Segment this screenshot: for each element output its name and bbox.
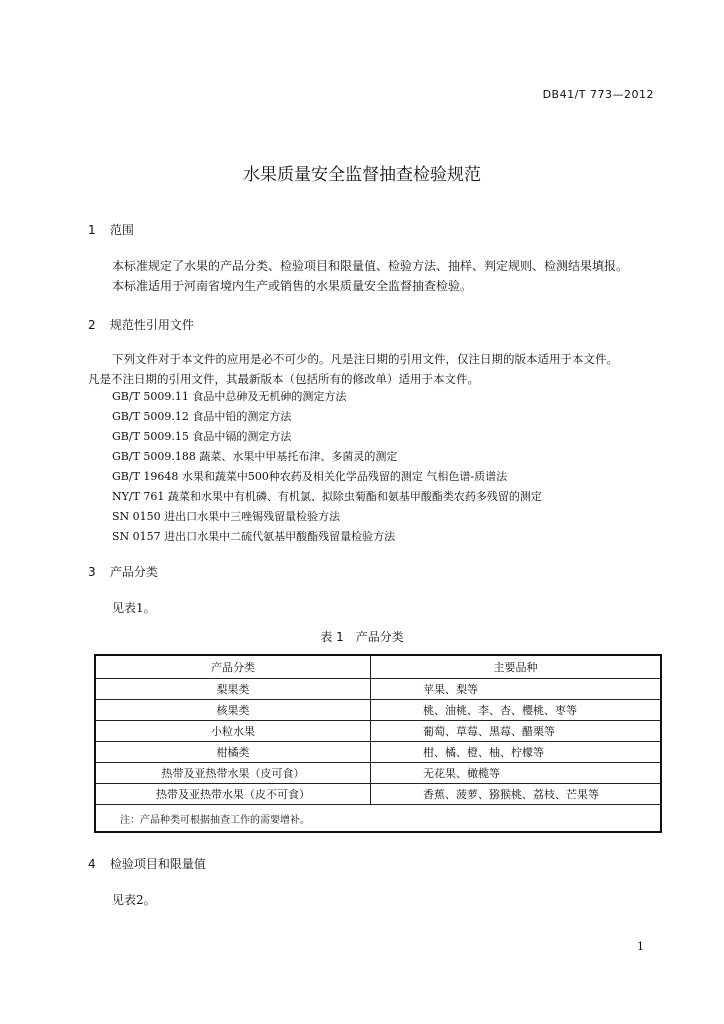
section-1-heading [88, 221, 134, 238]
section-number: 2 [88, 318, 96, 332]
reference-item: GB/T 5009.12 食品中铅的测定方法 [112, 410, 292, 423]
table-note: 注：产品种类可根据抽查工作的需要增补。 [95, 805, 661, 833]
section-2-heading [88, 316, 194, 333]
section-title: 产品分类 [109, 565, 158, 579]
table-row [95, 784, 661, 805]
section-3-see-table: 见表1。 [112, 601, 156, 615]
table-row [95, 700, 661, 721]
reference-item: GB/T 19648 水果和蔬菜中500种农药及相关化学品残留的测定 气相色谱-质谱法 [112, 470, 508, 483]
document-code: DB41/T 773—2012 [542, 88, 654, 101]
section-title: 检验项目和限量值 [109, 857, 206, 871]
product-classification-table [94, 654, 662, 833]
table-1-caption: 表 1 产品分类 [320, 630, 404, 644]
table-cell-varieties: 桃、油桃、李、杏、樱桃、枣等 [371, 700, 662, 721]
table-cell-category: 小粒水果 [95, 721, 371, 742]
table-row [95, 763, 661, 784]
table-note-row [95, 805, 661, 833]
table-row [95, 721, 661, 742]
table-cell-category: 核果类 [95, 700, 371, 721]
table-cell-varieties: 柑、橘、橙、柚、柠檬等 [371, 742, 662, 763]
section-3-heading [88, 563, 158, 580]
table-cell-category: 柑橘类 [95, 742, 371, 763]
table-cell-category: 梨果类 [95, 679, 371, 700]
normative-reference-list [112, 387, 542, 547]
table-cell-varieties: 苹果、梨等 [371, 679, 662, 700]
reference-item: GB/T 5009.188 蔬菜、水果中甲基托布津、多菌灵的测定 [112, 450, 398, 463]
document-title: 水果质量安全监督抽查检验规范 [243, 165, 481, 185]
table-header-category: 产品分类 [95, 655, 371, 679]
reference-item: SN 0157 进出口水果中二硫代氨基甲酸酯残留量检验方法 [112, 530, 396, 543]
section-2-intro-line-2: 凡是不注日期的引用文件，其最新版本（包括所有的修改单）适用于本文件。 [88, 372, 479, 386]
reference-item: GB/T 5009.11 食品中总砷及无机砷的测定方法 [112, 390, 347, 403]
table-row [95, 679, 661, 700]
section-title: 规范性引用文件 [109, 318, 194, 332]
table-header-row [95, 655, 661, 679]
section-1-paragraph-2: 本标准适用于河南省境内生产或销售的水果质量安全监督抽查检验。 [112, 279, 473, 293]
section-title: 范围 [109, 223, 134, 237]
section-4-heading [88, 855, 206, 872]
section-2-intro-line-1: 下列文件对于本文件的应用是必不可少的。凡是注日期的引用文件，仅注日期的版本适用于本文件。 [112, 352, 618, 366]
table-cell-varieties: 无花果、橄榄等 [371, 763, 662, 784]
reference-item: NY/T 761 蔬菜和水果中有机磷、有机氯、拟除虫菊酯和氨基甲酸酯类农药多残留的测定 [112, 490, 542, 503]
section-4-see-table: 见表2。 [112, 893, 156, 907]
table-cell-varieties: 香蕉、菠萝、猕猴桃、荔枝、芒果等 [371, 784, 662, 805]
section-number: 3 [88, 565, 96, 579]
reference-item: GB/T 5009.15 食品中镉的测定方法 [112, 430, 292, 443]
page-number: 1 [637, 940, 644, 953]
table-row [95, 742, 661, 763]
section-number: 1 [88, 223, 96, 237]
reference-item: SN 0150 进出口水果中三唑锡残留量检验方法 [112, 510, 341, 523]
table-header-varieties: 主要品种 [371, 655, 662, 679]
table-cell-category: 热带及亚热带水果（皮不可食） [95, 784, 371, 805]
section-number: 4 [88, 857, 96, 871]
table-cell-category: 热带及亚热带水果（皮可食） [95, 763, 371, 784]
section-1-paragraph-1: 本标准规定了水果的产品分类、检验项目和限量值、检验方法、抽样、判定规则、检测结果填报。 [112, 259, 629, 273]
table-cell-varieties: 葡萄、草莓、黑莓、醋栗等 [371, 721, 662, 742]
